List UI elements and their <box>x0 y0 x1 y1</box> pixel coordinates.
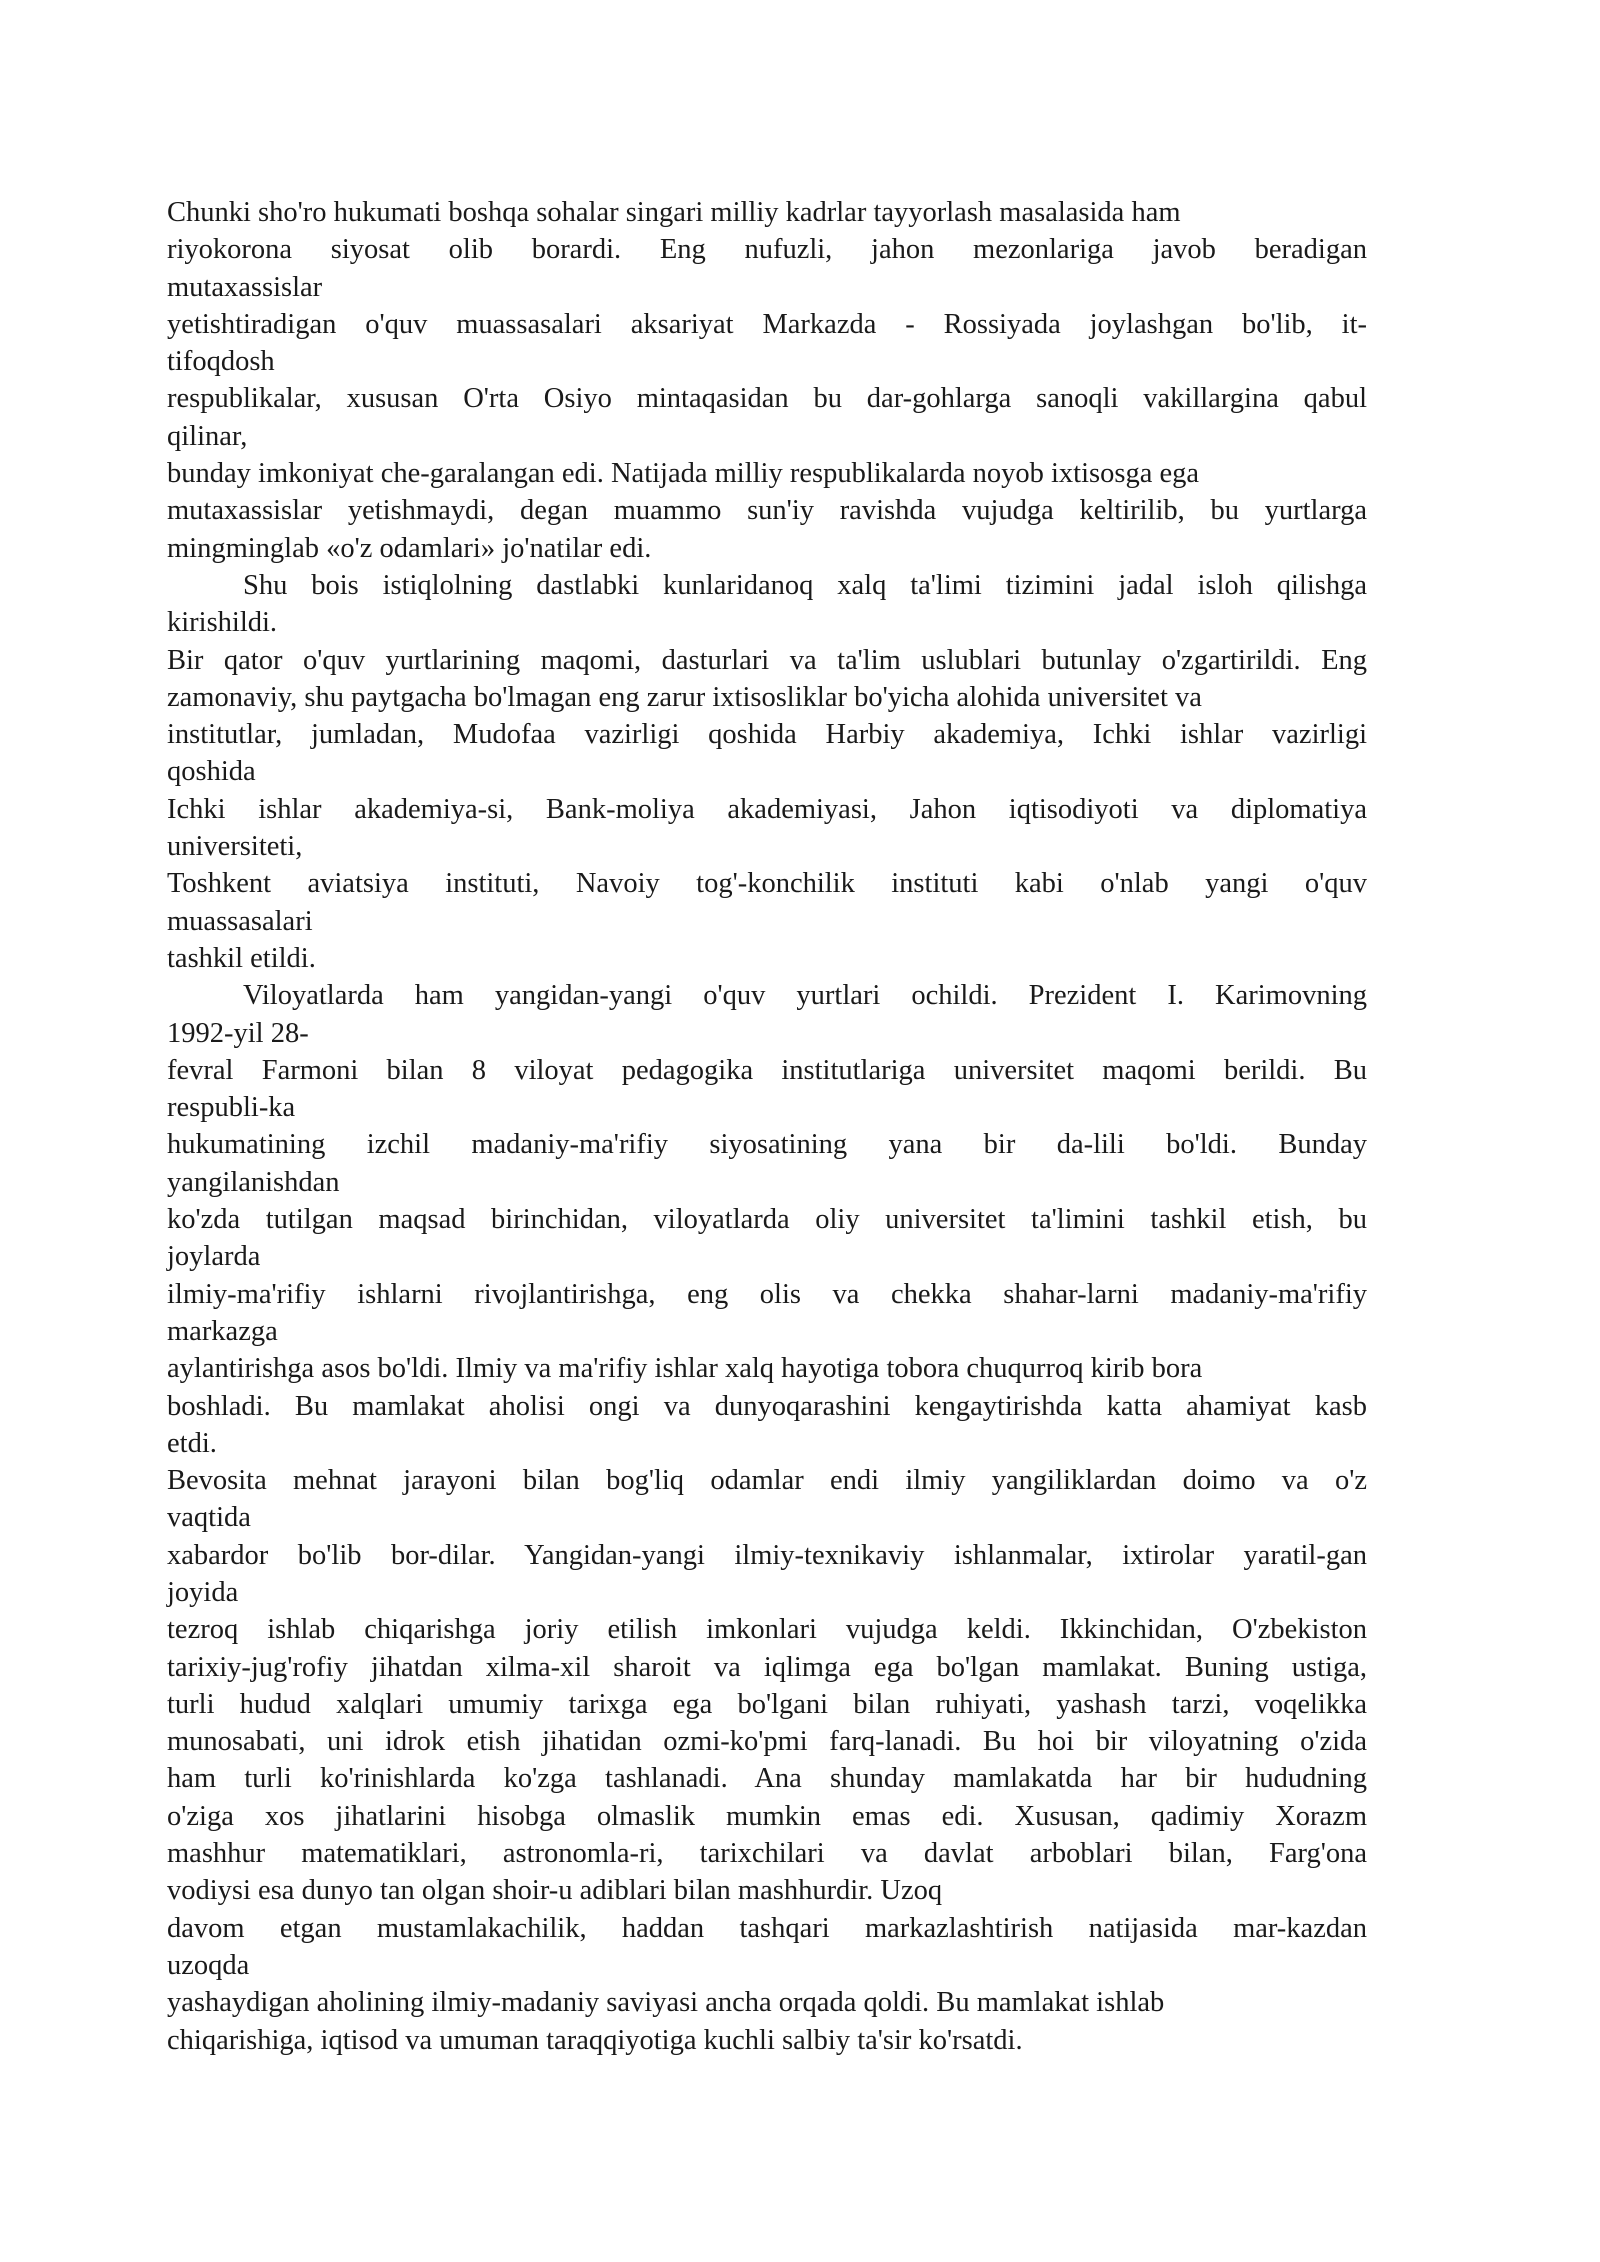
text-line: Shu bois istiqlolning dastlabki kunlaridanoq xalq ta'limi tizimini jadal isloh qilishga <box>243 569 1367 601</box>
text-line: joyida <box>167 1576 239 1608</box>
text-line: ham turli ko'rinishlarda ko'zga tashlanadi. Ana shunday mamlakatda har bir hududning <box>167 1763 1367 1795</box>
text-line: markazga <box>167 1315 278 1347</box>
text-line: davom etgan mustamlakachilik, haddan tashqari markazlashtirish natijasida mar-kazdan <box>167 1912 1367 1944</box>
text-line: vodiysi esa dunyo tan olgan shoir-u adiblari bilan mashhurdir. Uzoq <box>167 1875 943 1907</box>
text-line: munosabati, uni idrok etish jihatidan ozmi-ko'pmi farq-lanadi. Bu hoi bir viloyatning o'zida <box>167 1726 1367 1758</box>
text-line: Chunki sho'ro hukumati boshqa sohalar singari milliy kadrlar tayyorlash masalasida ham <box>167 197 1181 228</box>
text-line: uzoqda <box>167 1949 250 1981</box>
text-line: yashaydigan aholining ilmiy-madaniy saviyasi ancha orqada qoldi. Bu mamlakat ishlab <box>167 1987 1165 2019</box>
text-line: bunday imkoniyat che-garalangan edi. Natijada milliy respublikalarda noyob ixtisosga ega <box>167 458 1200 490</box>
text-line: aylantirishga asos bo'ldi. Ilmiy va ma'rifiy ishlar xalq hayotiga tobora chuqurroq kirib bora <box>167 1353 1203 1385</box>
text-line: tezroq ishlab chiqarishga joriy etilish imkonlari vujudga keldi. Ikkinchidan, O'zbekiston <box>167 1614 1367 1646</box>
text-line: Ichki ishlar akademiya-si, Bank-moliya akademiyasi, Jahon iqtisodiyoti va diplomatiya <box>167 793 1367 825</box>
text-line: Bir qator o'quv yurtlarining maqomi, dasturlari va ta'lim uslublari butunlay o'zgartirildi. Eng <box>167 644 1367 676</box>
text-line: qoshida <box>167 756 256 788</box>
text-line: mingminglab «o'z odamlari» jo'natilar edi. <box>167 532 652 564</box>
text-line: institutlar, jumladan, Mudofaa vazirligi qoshida Harbiy akademiya, Ichki ishlar vazirligi <box>167 719 1367 751</box>
text-line: xabardor bo'lib bor-dilar. Yangidan-yangi ilmiy-texnikaviy ishlanmalar, ixtirolar yaratil-gan <box>167 1539 1367 1571</box>
text-line: Viloyatlarda ham yangidan-yangi o'quv yurtlari ochildi. Prezident I. Karimovning <box>243 980 1367 1012</box>
text-line: zamonaviy, shu paytgacha bo'lmagan eng zarur ixtisosliklar bo'yicha alohida universitet va <box>167 681 1202 713</box>
text-line: ilmiy-ma'rifiy ishlarni rivojlantirishga, eng olis va chekka shahar-larni madaniy-ma'rifiy <box>167 1278 1367 1310</box>
text-line: tarixiy-jug'rofiy jihatdan xilma-xil sharoit va iqlimga ega bo'lgan mamlakat. Buning ustiga, <box>167 1651 1367 1683</box>
text-line: tashkil etildi. <box>167 942 316 974</box>
text-line: chiqarishiga, iqtisod va umuman taraqqiyotiga kuchli salbiy ta'sir ko'rsatdi. <box>167 2024 1023 2056</box>
text-line: yetishtiradigan o'quv muassasalari aksariyat Markazda - Rossiyada joylashgan bo'lib, it- <box>167 308 1367 340</box>
text-line: vaqtida <box>167 1502 251 1534</box>
text-line: kirishildi. <box>167 607 278 639</box>
text-line: qilinar, <box>167 420 248 452</box>
text-line: ko'zda tutilgan maqsad birinchidan, viloyatlarda oliy universitet ta'limini tashkil etish, bu <box>167 1204 1367 1236</box>
text-line: fevral Farmoni bilan 8 viloyat pedagogika institutlariga universitet maqomi berildi. Bu <box>167 1054 1367 1086</box>
text-line: joylarda <box>167 1241 261 1273</box>
text-line: boshladi. Bu mamlakat aholisi ongi va dunyoqarashini kengaytirishda katta ahamiyat kasb <box>167 1390 1367 1422</box>
text-line: mashhur matematiklari, astronomla-ri, tarixchilari va davlat arboblari bilan, Farg'ona <box>167 1838 1367 1870</box>
text-line: turli hudud xalqlari umumiy tarixga ega bo'lgani bilan ruhiyati, yashash tarzi, voqelikka <box>167 1688 1367 1720</box>
text-line: etdi. <box>167 1427 217 1459</box>
text-line: Toshkent aviatsiya instituti, Navoiy tog'-konchilik instituti kabi o'nlab yangi o'quv <box>167 868 1367 900</box>
text-line: riyokorona siyosat olib borardi. Eng nufuzli, jahon mezonlariga javob beradigan <box>167 234 1367 266</box>
text-line: tifoqdosh <box>167 346 275 378</box>
text-line: mutaxassislar <box>167 271 323 303</box>
text-line: hukumatining izchil madaniy-ma'rifiy siyosatining yana bir da-lili bo'ldi. Bunday <box>167 1129 1367 1161</box>
document-page <box>167 194 1367 2059</box>
text-line: universiteti, <box>167 831 303 863</box>
text-line: 1992-yil 28- <box>167 1017 309 1049</box>
text-line: respubli-ka <box>167 1092 296 1124</box>
text-line: o'ziga xos jihatlarini hisobga olmaslik mumkin emas edi. Xususan, qadimiy Xorazm <box>167 1800 1367 1832</box>
text-line: Bevosita mehnat jarayoni bilan bog'liq odamlar endi ilmiy yangiliklardan doimo va o'z <box>167 1465 1367 1497</box>
text-line: muassasalari <box>167 905 313 937</box>
text-line: yangilanishdan <box>167 1166 340 1198</box>
text-line: mutaxassislar yetishmaydi, degan muammo sun'iy ravishda vujudga keltirilib, bu yurtlarga <box>167 495 1367 527</box>
text-line: respublikalar, xususan O'rta Osiyo mintaqasidan bu dar-gohlarga sanoqli vakillargina qabul <box>167 383 1367 415</box>
